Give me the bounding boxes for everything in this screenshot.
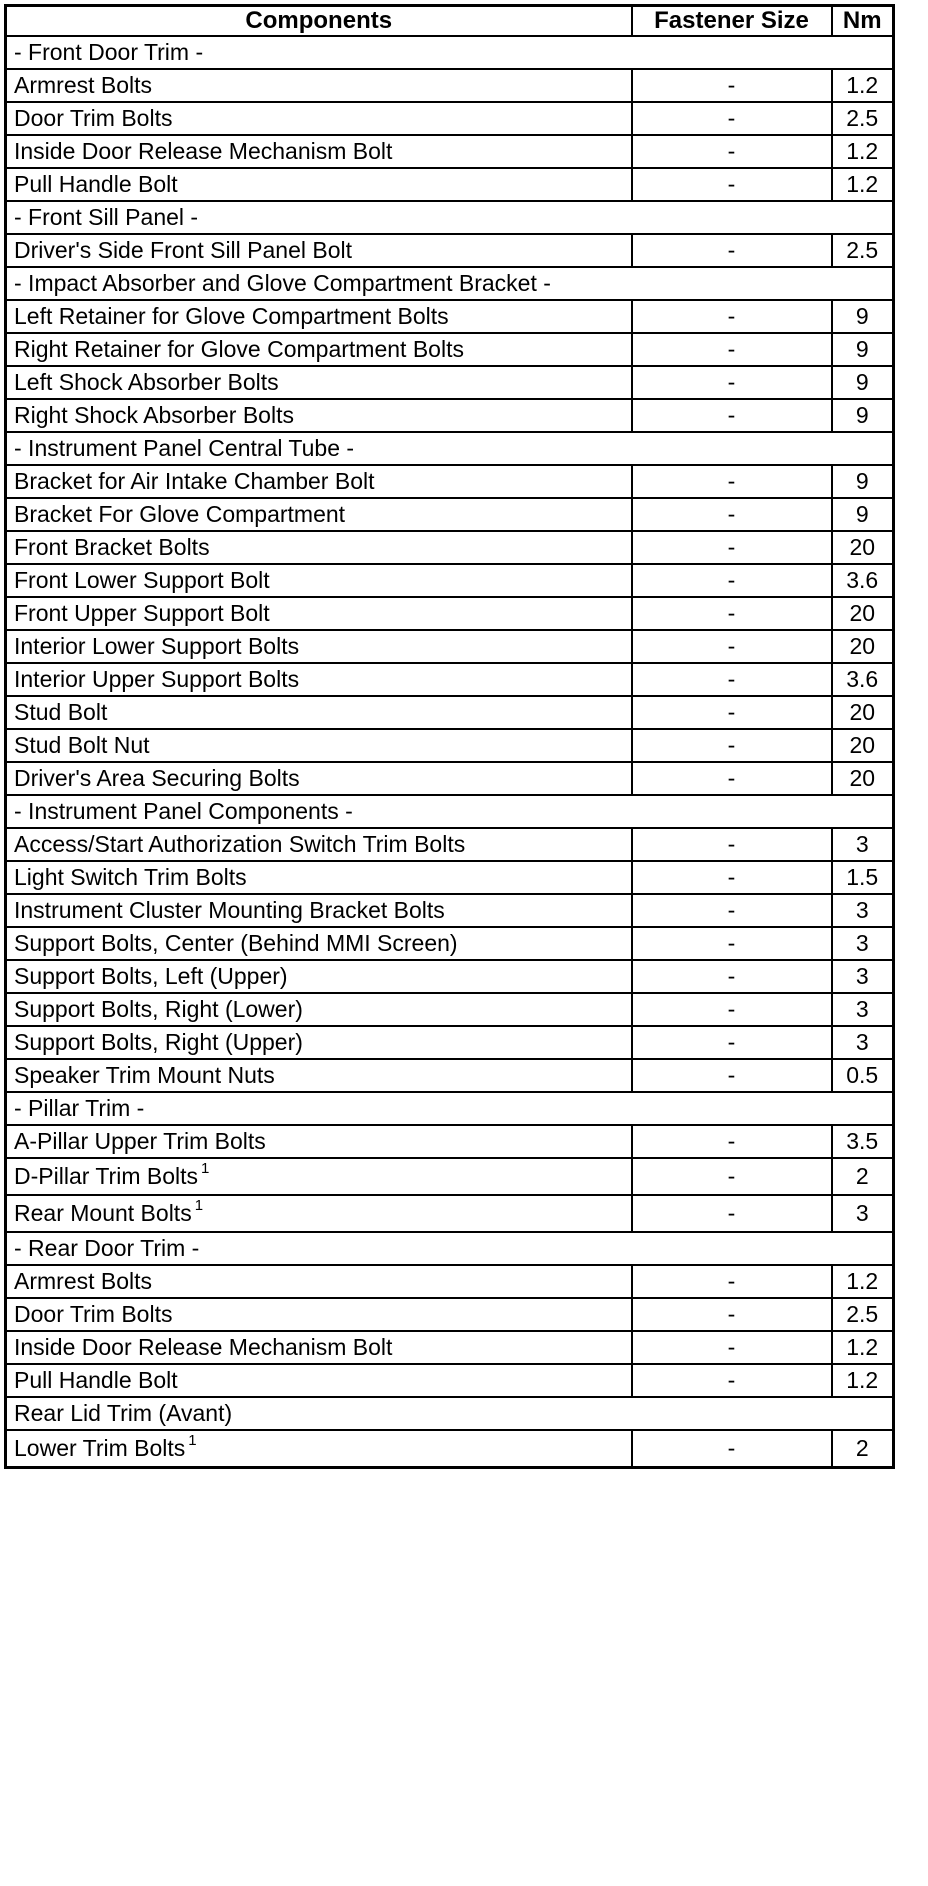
component-name: Access/Start Authorization Switch Trim Bolts [14, 831, 466, 857]
component-name: Front Lower Support Bolt [14, 567, 270, 593]
component-cell [6, 1298, 632, 1331]
component-name: Light Switch Trim Bolts [14, 864, 247, 890]
table-row [6, 333, 894, 366]
table-row [6, 663, 894, 696]
component-cell [6, 894, 632, 927]
component-cell [6, 828, 632, 861]
header-components: Components [6, 6, 632, 37]
component-name: Interior Upper Support Bolts [14, 666, 300, 692]
torque-nm-cell: 0.5 [832, 1059, 894, 1092]
component-name: Right Retainer for Glove Compartment Bolts [14, 336, 464, 362]
fastener-size-cell: - [632, 1298, 832, 1331]
torque-nm-cell: 20 [832, 597, 894, 630]
table-row [6, 168, 894, 201]
torque-nm-cell: 2.5 [832, 102, 894, 135]
component-cell [6, 168, 632, 201]
component-name: Interior Lower Support Bolts [14, 633, 300, 659]
component-cell [6, 993, 632, 1026]
component-cell [6, 696, 632, 729]
table-row [6, 597, 894, 630]
component-cell [6, 927, 632, 960]
component-cell [6, 333, 632, 366]
component-name: Front Upper Support Bolt [14, 600, 270, 626]
component-name: Rear Mount Bolts [14, 1200, 192, 1226]
table-row [6, 1125, 894, 1158]
component-cell [6, 531, 632, 564]
fastener-size-cell: - [632, 993, 832, 1026]
fastener-size-cell: - [632, 399, 832, 432]
component-name: Support Bolts, Left (Upper) [14, 963, 288, 989]
table-row [6, 762, 894, 795]
component-name: Door Trim Bolts [14, 105, 173, 131]
fastener-size-cell: - [632, 102, 832, 135]
table-row [6, 102, 894, 135]
table-row [6, 465, 894, 498]
component-name: Driver's Area Securing Bolts [14, 765, 300, 791]
fastener-size-cell: - [632, 1331, 832, 1364]
component-cell [6, 498, 632, 531]
footnote-marker: 1 [194, 1197, 204, 1214]
component-name: A-Pillar Upper Trim Bolts [14, 1128, 266, 1154]
table-row [6, 696, 894, 729]
torque-nm-cell: 1.2 [832, 168, 894, 201]
torque-nm-cell: 20 [832, 696, 894, 729]
table-row [6, 1026, 894, 1059]
fastener-size-cell: - [632, 168, 832, 201]
table-row [6, 1430, 894, 1467]
component-name: Stud Bolt Nut [14, 732, 150, 758]
section-title: - Front Sill Panel - [6, 201, 894, 234]
component-cell [6, 960, 632, 993]
component-cell [6, 300, 632, 333]
section-row [6, 201, 894, 234]
component-cell [6, 762, 632, 795]
table-header [6, 6, 894, 37]
fastener-size-cell: - [632, 333, 832, 366]
component-cell [6, 135, 632, 168]
component-name: Bracket For Glove Compartment [14, 501, 346, 527]
component-name: Left Retainer for Glove Compartment Bolts [14, 303, 449, 329]
component-name: Pull Handle Bolt [14, 171, 178, 197]
component-name: Armrest Bolts [14, 72, 153, 98]
table-row [6, 1298, 894, 1331]
fastener-size-cell: - [632, 1364, 832, 1397]
header-fastener-size: Fastener Size [632, 6, 832, 37]
component-name: Inside Door Release Mechanism Bolt [14, 138, 393, 164]
torque-nm-cell: 3 [832, 1195, 894, 1232]
fastener-size-cell: - [632, 828, 832, 861]
table-row [6, 366, 894, 399]
torque-nm-cell: 3 [832, 894, 894, 927]
torque-nm-cell: 20 [832, 531, 894, 564]
torque-nm-cell: 20 [832, 729, 894, 762]
fastener-size-cell: - [632, 1158, 832, 1195]
component-cell [6, 630, 632, 663]
torque-nm-cell: 3 [832, 828, 894, 861]
table-row [6, 861, 894, 894]
component-cell [6, 1364, 632, 1397]
torque-nm-cell: 2 [832, 1430, 894, 1467]
torque-nm-cell: 20 [832, 630, 894, 663]
fastener-size-cell: - [632, 960, 832, 993]
torque-nm-cell: 9 [832, 465, 894, 498]
table-row [6, 300, 894, 333]
fastener-size-cell: - [632, 234, 832, 267]
table-row [6, 993, 894, 1026]
component-cell [6, 1026, 632, 1059]
table-row [6, 960, 894, 993]
component-cell [6, 366, 632, 399]
table-row [6, 498, 894, 531]
component-cell [6, 465, 632, 498]
fastener-size-cell: - [632, 696, 832, 729]
table-row [6, 69, 894, 102]
table-row [6, 1364, 894, 1397]
section-row [6, 1232, 894, 1265]
table-row [6, 135, 894, 168]
fastener-size-cell: - [632, 1430, 832, 1467]
fastener-size-cell: - [632, 762, 832, 795]
section-row [6, 1092, 894, 1125]
fastener-size-cell: - [632, 531, 832, 564]
fastener-size-cell: - [632, 729, 832, 762]
section-title: - Instrument Panel Central Tube - [6, 432, 894, 465]
torque-nm-cell: 1.2 [832, 1265, 894, 1298]
section-title: - Impact Absorber and Glove Compartment Bracket - [6, 267, 894, 300]
table-row [6, 399, 894, 432]
section-row [6, 1397, 894, 1430]
fastener-size-cell: - [632, 135, 832, 168]
component-name: Speaker Trim Mount Nuts [14, 1062, 275, 1088]
torque-nm-cell: 1.2 [832, 69, 894, 102]
torque-nm-cell: 20 [832, 762, 894, 795]
torque-nm-cell: 9 [832, 300, 894, 333]
section-row [6, 795, 894, 828]
component-name: Armrest Bolts [14, 1268, 153, 1294]
fastener-size-cell: - [632, 69, 832, 102]
section-row [6, 432, 894, 465]
component-name: Stud Bolt [14, 699, 108, 725]
component-name: Left Shock Absorber Bolts [14, 369, 279, 395]
fastener-size-cell: - [632, 597, 832, 630]
torque-nm-cell: 9 [832, 333, 894, 366]
torque-nm-cell: 3 [832, 927, 894, 960]
component-name: Right Shock Absorber Bolts [14, 402, 294, 428]
fastener-size-cell: - [632, 630, 832, 663]
torque-nm-cell: 3 [832, 1026, 894, 1059]
component-name: D-Pillar Trim Bolts [14, 1163, 199, 1189]
fastener-size-cell: - [632, 927, 832, 960]
torque-nm-cell: 3.6 [832, 564, 894, 597]
table-row [6, 1331, 894, 1364]
fastener-size-cell: - [632, 663, 832, 696]
component-name: Support Bolts, Right (Lower) [14, 996, 303, 1022]
component-cell [6, 234, 632, 267]
torque-nm-cell: 2 [832, 1158, 894, 1195]
component-name: Instrument Cluster Mounting Bracket Bolts [14, 897, 445, 923]
fastener-size-cell: - [632, 894, 832, 927]
table-body [6, 36, 894, 1467]
torque-nm-cell: 9 [832, 366, 894, 399]
component-name: Bracket for Air Intake Chamber Bolt [14, 468, 375, 494]
component-name: Inside Door Release Mechanism Bolt [14, 1334, 393, 1360]
section-row [6, 267, 894, 300]
fastener-size-cell: - [632, 465, 832, 498]
table-row [6, 729, 894, 762]
torque-nm-cell: 3 [832, 993, 894, 1026]
section-title: - Instrument Panel Components - [6, 795, 894, 828]
table-row [6, 894, 894, 927]
component-cell [6, 1195, 632, 1232]
component-name: Driver's Side Front Sill Panel Bolt [14, 237, 353, 263]
header-row [6, 6, 894, 37]
component-cell [6, 399, 632, 432]
component-cell [6, 1059, 632, 1092]
torque-nm-cell: 2.5 [832, 234, 894, 267]
component-name: Door Trim Bolts [14, 1301, 173, 1327]
torque-nm-cell: 3.5 [832, 1125, 894, 1158]
torque-nm-cell: 1.2 [832, 135, 894, 168]
table-row [6, 1059, 894, 1092]
section-title: - Pillar Trim - [6, 1092, 894, 1125]
fastener-size-cell: - [632, 1059, 832, 1092]
table-row [6, 630, 894, 663]
component-cell [6, 1331, 632, 1364]
section-row [6, 36, 894, 69]
table-row [6, 234, 894, 267]
header-nm: Nm [832, 6, 894, 37]
fastener-size-cell: - [632, 300, 832, 333]
section-title: - Rear Door Trim - [6, 1232, 894, 1265]
table-row [6, 564, 894, 597]
component-cell [6, 1265, 632, 1298]
section-title: Rear Lid Trim (Avant) [6, 1397, 894, 1430]
component-cell [6, 1158, 632, 1195]
fastener-size-cell: - [632, 1265, 832, 1298]
component-name: Front Bracket Bolts [14, 534, 210, 560]
torque-spec-table [4, 4, 895, 1469]
torque-nm-cell: 1.5 [832, 861, 894, 894]
component-cell [6, 69, 632, 102]
component-name: Support Bolts, Center (Behind MMI Screen) [14, 930, 458, 956]
component-cell [6, 861, 632, 894]
torque-nm-cell: 1.2 [832, 1364, 894, 1397]
fastener-size-cell: - [632, 1195, 832, 1232]
fastener-size-cell: - [632, 564, 832, 597]
component-cell [6, 729, 632, 762]
component-cell [6, 597, 632, 630]
torque-nm-cell: 9 [832, 498, 894, 531]
component-cell [6, 663, 632, 696]
footnote-marker: 1 [201, 1160, 210, 1177]
component-name: Support Bolts, Right (Upper) [14, 1029, 303, 1055]
component-name: Lower Trim Bolts [14, 1434, 186, 1461]
section-title: - Front Door Trim - [6, 36, 894, 69]
fastener-size-cell: - [632, 498, 832, 531]
component-cell [6, 1125, 632, 1158]
table-row [6, 1265, 894, 1298]
torque-spec-table-container [4, 4, 895, 1469]
table-row [6, 927, 894, 960]
table-row [6, 1158, 894, 1195]
component-cell [6, 1430, 632, 1467]
fastener-size-cell: - [632, 1125, 832, 1158]
component-cell [6, 102, 632, 135]
fastener-size-cell: - [632, 1026, 832, 1059]
table-row [6, 531, 894, 564]
torque-nm-cell: 3 [832, 960, 894, 993]
component-name: Pull Handle Bolt [14, 1367, 178, 1393]
torque-nm-cell: 9 [832, 399, 894, 432]
torque-nm-cell: 1.2 [832, 1331, 894, 1364]
table-row [6, 828, 894, 861]
footnote-marker: 1 [188, 1431, 197, 1449]
component-cell [6, 564, 632, 597]
table-row [6, 1195, 894, 1232]
torque-nm-cell: 3.6 [832, 663, 894, 696]
fastener-size-cell: - [632, 366, 832, 399]
torque-nm-cell: 2.5 [832, 1298, 894, 1331]
fastener-size-cell: - [632, 861, 832, 894]
